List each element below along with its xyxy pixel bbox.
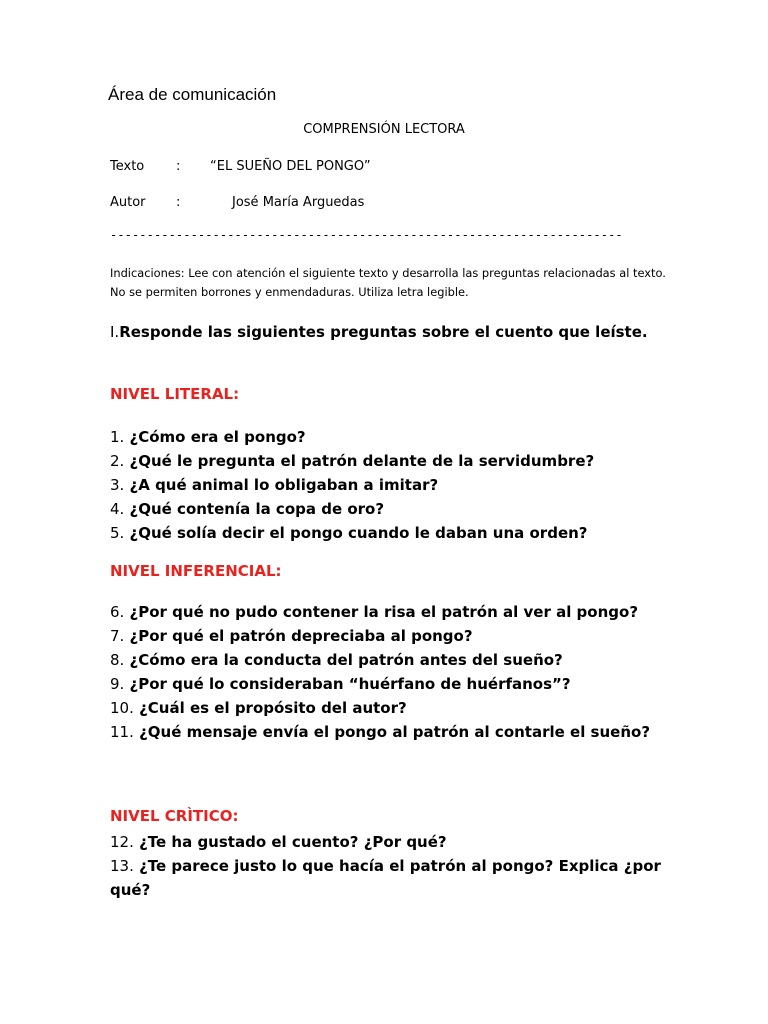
question-item [110, 720, 670, 744]
intro-text: Responde las siguientes preguntas sobre el cuento que leíste. [119, 323, 648, 341]
question-number: 2. [110, 452, 125, 470]
question-number: 13. [110, 857, 134, 875]
question-text: ¿Cómo era el pongo? [124, 428, 306, 446]
question-text: ¿A qué animal lo obligaban a imitar? [124, 476, 439, 494]
question-text: ¿Cómo era la conducta del patrón antes del sueño? [124, 651, 563, 669]
intro-instruction [110, 320, 670, 344]
question-item [110, 696, 670, 720]
question-number: 12. [110, 833, 134, 851]
question-item [110, 521, 670, 545]
author-label: Autor [110, 195, 146, 210]
heading-literal-level: NIVEL LITERAL: [110, 385, 240, 403]
text-meta-row [110, 159, 371, 174]
question-item [110, 497, 670, 521]
question-text: ¿Por qué el patrón depreciaba al pongo? [124, 627, 473, 645]
question-text: ¿Te parece justo lo que hacía el patrón al pongo? Explica ¿por qué? [110, 857, 661, 899]
literal-question-list [110, 425, 670, 545]
question-text: ¿Cuál es el propósito del autor? [133, 699, 407, 717]
question-item [110, 854, 670, 902]
text-colon: : [176, 159, 181, 174]
question-number: 5. [110, 524, 125, 542]
author-value: José María Arguedas [232, 195, 365, 210]
question-item [110, 600, 670, 624]
question-number: 6. [110, 603, 125, 621]
question-number: 1. [110, 428, 125, 446]
area-title: Área de comunicación [108, 85, 277, 104]
question-text: ¿Por qué lo consideraban “huérfano de huérfanos”? [124, 675, 571, 693]
question-item [110, 830, 670, 854]
question-number: 3. [110, 476, 125, 494]
question-item [110, 425, 670, 449]
question-number: 7. [110, 627, 125, 645]
text-title-value: “EL SUEÑO DEL PONGO” [210, 159, 371, 174]
author-meta-row [110, 195, 364, 210]
inferential-question-list [110, 600, 670, 744]
heading-critical-level: NIVEL CRÌTICO: [110, 807, 239, 825]
heading-inferential-level: NIVEL INFERENCIAL: [110, 562, 282, 580]
instructions-paragraph: Indicaciones: Lee con atención el siguiente texto y desarrolla las preguntas relacionadas al texto. No se permiten borrones y enmendaduras. Utiliza letra legible. [110, 266, 666, 299]
question-text: ¿Por qué no pudo contener la risa el patrón al ver al pongo? [124, 603, 639, 621]
question-number: 10. [110, 699, 134, 717]
question-item [110, 648, 670, 672]
critical-question-list [110, 830, 670, 902]
question-number: 9. [110, 675, 125, 693]
question-item [110, 624, 670, 648]
question-number: 8. [110, 651, 125, 669]
text-label: Texto [110, 159, 145, 174]
question-text: ¿Qué solía decir el pongo cuando le daban una orden? [124, 524, 588, 542]
question-text: ¿Qué le pregunta el patrón delante de la servidumbre? [124, 452, 595, 470]
document-title: COMPRENSIÓN LECTORA [303, 122, 465, 137]
question-number: 4. [110, 500, 125, 518]
dashed-separator: ---------------------------------------------------------------------- [110, 228, 623, 242]
question-text: ¿Te ha gustado el cuento? ¿Por qué? [133, 833, 447, 851]
question-item [110, 672, 670, 696]
question-number: 11. [110, 723, 134, 741]
question-item [110, 473, 670, 497]
question-item [110, 449, 670, 473]
author-colon: : [176, 195, 181, 210]
question-text: ¿Qué contenía la copa de oro? [124, 500, 385, 518]
question-text: ¿Qué mensaje envía el pongo al patrón al contarle el sueño? [133, 723, 651, 741]
intro-number: I. [110, 323, 120, 341]
